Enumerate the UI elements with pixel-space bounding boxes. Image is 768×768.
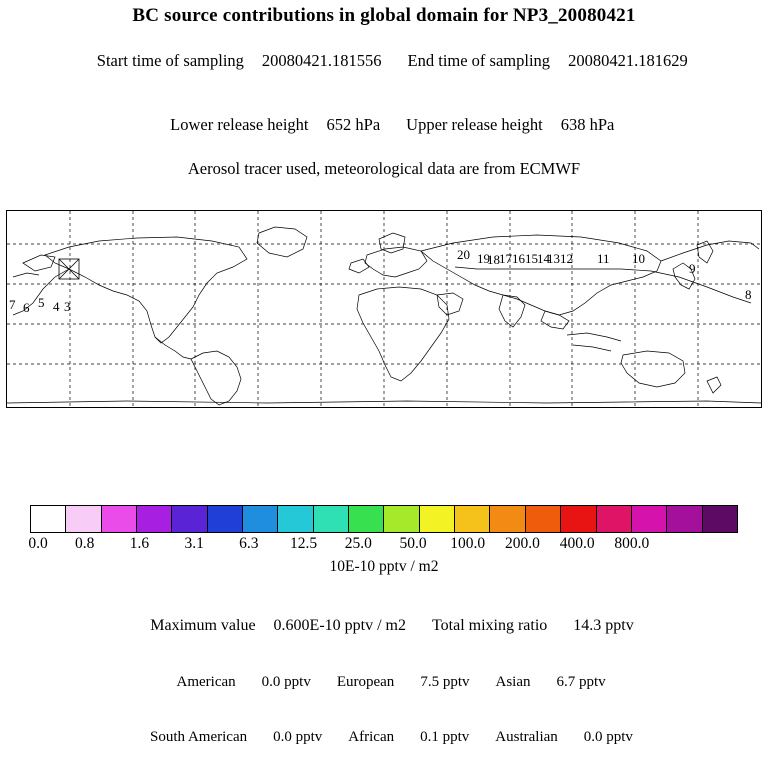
- region-label-european: European: [336, 674, 395, 690]
- release-height-row: [0, 95, 768, 155]
- colorbar-tick-label: 200.0: [504, 535, 540, 552]
- colorbar-cell: [455, 506, 490, 532]
- total-mixing-ratio-value: 14.3 pptv: [573, 617, 634, 634]
- end-time-value: 20080421.181629: [568, 51, 688, 70]
- trajectory-hour-label: 15: [525, 251, 538, 266]
- colorbar-cell: [703, 506, 737, 532]
- trajectory-hour-label: 9: [689, 261, 696, 276]
- region-value-european: 7.5 pptv: [420, 674, 470, 690]
- trajectory-hour-label: 16: [512, 251, 525, 266]
- lower-release-value: 652 hPa: [326, 115, 381, 134]
- colorbar-cell: [314, 506, 349, 532]
- colorbar-cell: [384, 506, 419, 532]
- map-graticule: [7, 211, 761, 407]
- colorbar-tick-label: 3.1: [184, 535, 204, 552]
- colorbar-unit-label: 10E-10 pptv / m2: [329, 558, 439, 575]
- trajectory-hour-label: 12: [560, 251, 573, 266]
- upper-release-label: Upper release height: [406, 115, 543, 134]
- colorbar-cell: [420, 506, 455, 532]
- colorbar-tick-labels: [30, 535, 738, 555]
- colorbar-cell: [597, 506, 632, 532]
- colorbar-cell: [102, 506, 137, 532]
- colorbar-cell: [208, 506, 243, 532]
- max-total-row: [0, 599, 768, 653]
- colorbar-cell: [526, 506, 561, 532]
- trajectory-hour-label: 3: [64, 299, 71, 314]
- max-value-label: Maximum value: [150, 617, 256, 634]
- colorbar-tick-label: 50.0: [399, 535, 427, 552]
- trajectory-hour-label: 18: [487, 252, 500, 267]
- max-value-value: 0.600E-10 pptv / m2: [273, 617, 406, 634]
- trajectory-hour-label: 8: [745, 287, 752, 302]
- trajectory-hour-label: 7: [9, 297, 16, 312]
- trajectory-hour-label: 6: [23, 300, 30, 315]
- trajectory-hour-label: 14: [537, 251, 550, 266]
- colorbar-cell: [278, 506, 313, 532]
- region-label-american: American: [176, 674, 236, 690]
- trajectory-hour-label: 17: [499, 251, 512, 266]
- world-map-panel: [6, 210, 762, 408]
- region-row-1: [0, 657, 768, 708]
- start-time-label: Start time of sampling: [96, 51, 244, 70]
- colorbar-tick-label: 1.6: [129, 535, 150, 552]
- statistics-section: [0, 595, 768, 763]
- colorbar-cell: [561, 506, 596, 532]
- region-row-2: [0, 712, 768, 763]
- colorbar-tick-label: 800.0: [614, 535, 650, 552]
- trajectory-hour-label: 13: [547, 251, 560, 266]
- total-mixing-ratio-label: Total mixing ratio: [431, 617, 548, 634]
- trajectory-hour-label: 10: [632, 251, 645, 266]
- end-time-label: End time of sampling: [407, 51, 551, 70]
- region-value-asian: 6.7 pptv: [556, 674, 606, 690]
- header: [0, 0, 768, 179]
- colorbar-cell: [66, 506, 101, 532]
- region-value-south-american: 0.0 pptv: [273, 729, 323, 745]
- colorbar-cell: [172, 506, 207, 532]
- start-time-value: 20080421.181556: [261, 51, 382, 70]
- trajectory-labels: [9, 247, 752, 315]
- region-value-australian: 0.0 pptv: [583, 729, 633, 745]
- trajectory-hour-label: 20: [457, 247, 470, 262]
- colorbar-tick-label: 0.0: [28, 535, 48, 552]
- tracer-note: Aerosol tracer used, meteorological data are from ECMWF: [187, 159, 581, 178]
- region-label-african: African: [348, 729, 395, 745]
- trajectory-hour-label: 11: [597, 251, 610, 266]
- colorbar-cell: [243, 506, 278, 532]
- lower-release-label: Lower release height: [170, 115, 309, 134]
- colorbar-cell: [667, 506, 702, 532]
- region-value-american: 0.0 pptv: [261, 674, 311, 690]
- colorbar-tick-label: 6.3: [239, 535, 259, 552]
- colorbar-tick-label: 0.8: [75, 535, 95, 552]
- colorbar-tick-label: 100.0: [450, 535, 486, 552]
- page-title: BC source contributions in global domain for NP3_20080421: [132, 5, 636, 26]
- trajectory-hour-label: 5: [38, 295, 45, 310]
- colorbar-section: [30, 505, 738, 576]
- colorbar-tick-label: 400.0: [559, 535, 595, 552]
- colorbar-cell: [31, 506, 66, 532]
- region-value-african: 0.1 pptv: [420, 729, 470, 745]
- upper-release-value: 638 hPa: [560, 115, 615, 134]
- region-label-asian: Asian: [495, 674, 531, 690]
- sampling-time-row: [0, 31, 768, 91]
- colorbar-tick-label: 25.0: [344, 535, 372, 552]
- colorbar-cell: [137, 506, 172, 532]
- world-map-svg: [7, 211, 761, 407]
- colorbar-cell: [632, 506, 667, 532]
- region-label-australian: Australian: [495, 729, 558, 745]
- trajectory-hour-label: 4: [53, 299, 60, 314]
- trajectory-hour-label: 19: [477, 251, 490, 266]
- colorbar-cell: [490, 506, 525, 532]
- colorbar-tick-label: 12.5: [290, 535, 318, 552]
- colorbar-cell: [349, 506, 384, 532]
- region-label-south-american: South American: [150, 729, 248, 745]
- colorbar: [30, 505, 738, 533]
